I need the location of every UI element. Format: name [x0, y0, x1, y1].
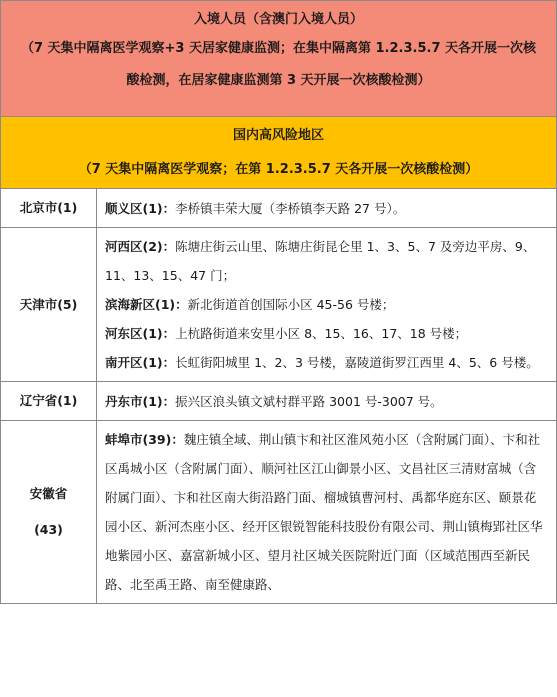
- inbound-note: （7 天集中隔离医学观察+3 天居家健康监测；在集中隔离第 1.2.3.5.7 天各开展一次核酸检测，在居家健康监测第 3 天开展一次核酸检测）: [20, 41, 537, 88]
- district-entry: [105, 319, 548, 348]
- district-text: 新北街道首创国际小区 45-56 号楼；: [187, 297, 395, 312]
- district-name: 丹东市(1)：: [105, 393, 176, 409]
- table-row: [1, 189, 557, 228]
- district-name: 南开区(1)：: [105, 355, 176, 370]
- district-entry: [105, 232, 548, 290]
- province-cell: 辽宁省(1): [1, 382, 97, 421]
- domestic-note: （7 天集中隔离医学观察；在第 1.2.3.5.7 天各开展一次核酸检测）: [78, 162, 479, 177]
- detail-cell: [97, 189, 557, 228]
- district-entry: [105, 425, 548, 599]
- inbound-banner: [0, 0, 557, 116]
- district-text: 李桥镇丰荣大厦（李桥镇李天路 27 号）。: [175, 200, 406, 216]
- inbound-title: 入境人员（含澳门入境人员）: [193, 12, 363, 27]
- district-text: 上杭路街道来安里小区 8、15、16、17、18 号楼；: [175, 326, 468, 341]
- province-name: 安徽省: [29, 486, 68, 501]
- district-entry: [105, 194, 548, 223]
- district-entry: [105, 387, 548, 416]
- province-cell: [1, 421, 97, 604]
- high-risk-table: [0, 188, 557, 604]
- district-name: 河东区(1)：: [105, 326, 176, 341]
- district-name: 河西区(2)：: [105, 239, 176, 254]
- detail-cell: [97, 228, 557, 382]
- table-row: [1, 228, 557, 382]
- district-name: 滨海新区(1)：: [105, 297, 188, 312]
- province-cell: 北京市(1): [1, 189, 97, 228]
- district-text: 长虹街阳城里 1、2、3 号楼，嘉陵道街罗江西里 4、5、6 号楼。: [175, 355, 539, 370]
- district-text: 陈塘庄街云山里、陈塘庄街昆仑里 1、3、5、7 及旁边平房、9、11、13、15、47 门；: [105, 239, 536, 283]
- table-row: [1, 421, 557, 604]
- detail-cell: [97, 382, 557, 421]
- province-cell: 天津市(5): [1, 228, 97, 382]
- district-entry: [105, 290, 548, 319]
- table-row: [1, 382, 557, 421]
- domestic-title: 国内高风险地区: [232, 128, 324, 143]
- district-entry: [105, 348, 548, 377]
- district-name: 蚌埠市(39)：: [105, 432, 184, 447]
- district-text: 振兴区浪头镇文斌村群平路 3001 号-3007 号。: [175, 393, 443, 409]
- domestic-banner: [0, 116, 557, 188]
- detail-cell: [97, 421, 557, 604]
- district-text: 魏庄镇全域、荆山镇卞和社区淮风苑小区（含附属门面）、卞和社区禹城小区（含附属门面）、顺河社区江山御景小区、文昌社区三清财富城（含附属门面）、卞和社区南大街沿路门面、榴城镇曹河村、禹都华庭东区、颐景花园小区、新河杰座小区、经开区银锐智能科技股份有限公司、荆山镇梅郢社区华地紫园小区、嘉富新城小区、望月社区城关医院附近门面（区域范围西至新民路、北至禹王路、南至健康路、: [105, 432, 543, 592]
- province-count: (43): [34, 522, 63, 537]
- district-name: 顺义区(1)：: [105, 200, 176, 216]
